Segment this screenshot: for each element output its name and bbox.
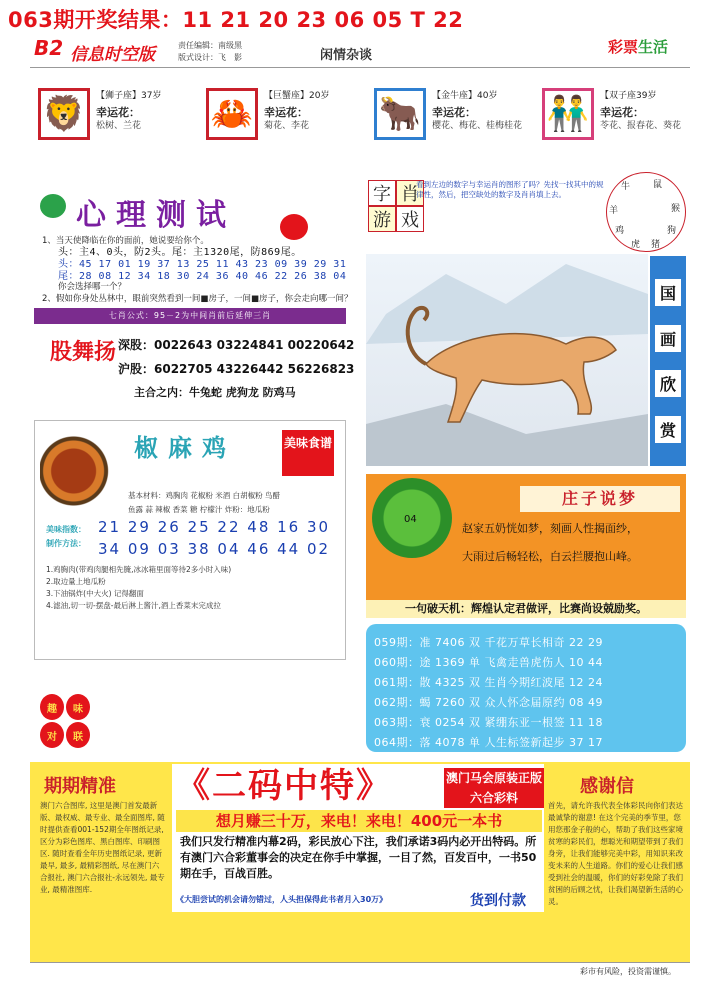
formula-bar: 七肖公式：95－2为中间肖前后延伸三肖	[34, 308, 346, 324]
zodiac-flowers: 菊花、李花	[264, 121, 310, 131]
history-row: 061期：散 4325 双 生肖今期红波尾 12 24	[374, 676, 603, 689]
ad-title: 《二码中特》	[176, 766, 392, 806]
history-row: 060期：途 1369 单 飞禽走兽虎伤人 10 44	[374, 656, 603, 669]
designer-line: 版式设计：飞 影	[178, 53, 242, 62]
zodiac-card	[202, 82, 367, 152]
psych-question-1: 1、当天使降临在你的面前，她说要给你个。	[42, 236, 209, 246]
stock-sz: 深股：0022643 03224841 00220642	[118, 338, 355, 352]
lantern-icon: 味	[66, 694, 90, 720]
psych-question-1-end: 你会选择哪一个？	[58, 282, 127, 292]
lantern-icon: 联	[66, 722, 90, 748]
zodiac-head: 【双子座39岁	[600, 91, 657, 101]
ad-side-label: 澳门马会原装正版六合彩料	[444, 768, 544, 808]
circle-char: 虎	[631, 240, 641, 250]
recipe-step: 4.滤油,切一切-摆盘-最后淋上酱汁,酒上香菜末完成拉	[46, 601, 221, 610]
recipe-step: 1.鸡胸肉(带鸡肉腿相先腌,冰冰箱里面等待2多小时入味)	[46, 565, 232, 574]
editor-line: 责任编辑：南级黑	[178, 41, 242, 50]
flower-icon	[280, 214, 308, 240]
vertical-title-char: 赏	[655, 416, 681, 443]
footer-disclaimer: 彩市有风险，投资需谨慎。	[580, 967, 676, 976]
history-row: 059期：准 7406 双 千花万草长相奇 22 29	[374, 636, 603, 649]
zodiac-circle	[606, 172, 686, 252]
painting-vertical-title	[650, 256, 686, 466]
stock-main: 主合之内：牛兔蛇 虎狗龙 防鸡马	[134, 386, 296, 399]
dish-image	[40, 436, 124, 506]
vertical-title-char: 画	[655, 325, 681, 352]
recipe-materials-2: 鱼露 蒜 辣椒 香菜 糖 柠檬汁 炸粉：地瓜粉	[128, 505, 270, 514]
recipe-method-label: 制作方法：	[46, 539, 86, 548]
clover-icon	[40, 194, 66, 218]
zodiac-lucky-label: 幸运花：	[96, 106, 140, 119]
history-row: 063期：衰 0254 双 紧绷东亚一根签 11 18	[374, 716, 603, 729]
zodiac-lucky-label: 幸运花：	[432, 106, 476, 119]
lantern-icon: 趣	[40, 694, 64, 720]
psych-question-2: 2、假如你身处丛林中，眼前突然看到一间■房子，一间■房子，你会走向哪一间？	[42, 294, 353, 304]
ad-body: 我们只发行精准内幕2码，彩民放心下注，我们承诺3码内必开出特码。所有澳门六合彩董事会的决定在你手中掌握，一目了然，百发百中，一书50期在手，百战百胜。	[180, 835, 537, 880]
zodiac-lucky-label: 幸运花：	[600, 106, 644, 119]
cash-on-delivery-label: 货到付款	[470, 893, 526, 909]
circle-char: 鼠	[653, 180, 663, 190]
lotus-number: 04	[404, 514, 417, 525]
history-row: 062期：蝎 7260 双 众人怀念届原约 08 49	[374, 696, 603, 709]
brand-logo-part-a: 彩票	[608, 38, 639, 56]
circle-char: 羊	[609, 206, 619, 216]
twins-icon: 👬	[542, 88, 594, 140]
page-code: B2	[34, 36, 64, 60]
lion-icon: 🦁	[38, 88, 90, 140]
zodiac-card	[538, 82, 703, 152]
psych-row-head: 头：45 17 01 19 37 13 25 11 43 23 09 39 29 31	[58, 259, 347, 270]
recipe-materials: 基本材料：鸡胸肉 花椒粉 米酒 白胡椒粉 鸟醋	[128, 491, 281, 500]
vertical-title-char: 欣	[655, 370, 681, 397]
zhuangzi-line-2: 大雨过后畅轻松，白云拦腰抱山峰。	[462, 550, 638, 563]
stock-logo: 股舞扬	[50, 340, 117, 365]
zodiac-head: 【狮子座】37岁	[96, 91, 162, 101]
painting-tiger	[366, 254, 648, 466]
ad-slogan-bar: 想月赚三十万，来电！来电！400元一本书	[176, 810, 542, 832]
zodiac-flowers: 松树、兰花	[96, 121, 142, 131]
recipe-numbers-1: 21 29 26 25 22 48 16 30	[98, 518, 331, 536]
zodiac-flowers: 苓花、报春花、葵花	[600, 121, 682, 131]
zodiac-card	[34, 82, 199, 152]
left-column-title: 期期精准	[44, 776, 116, 797]
zodiac-head: 【巨蟹座】20岁	[264, 91, 330, 101]
vertical-title-char: 国	[655, 279, 681, 306]
psych-test-title: 心理测试	[76, 198, 236, 233]
circle-char: 鸡	[615, 226, 625, 236]
zodiac-head: 【金牛座】40岁	[432, 91, 498, 101]
recipe-tag: 美味食谱	[282, 430, 334, 476]
right-column-text: 首先，请允许我代表全体彩民向你们表达最诚挚的谢意! 在这个完美的季节里，您用您那金子般的心，帮助了我们这些家境贫寒的彩民们，想聪光和期望带到了我们身旁，让我们能够完美中彩，用知识来改变未来的人生道路。你们的爱心让我们感受到社会的温暖，你们的好彩免除了我们贫困的后顾之忧，让我们渴望新生活的心灵。	[548, 801, 683, 906]
bull-icon: 🐂	[374, 88, 426, 140]
crab-icon: 🦀	[206, 88, 258, 140]
stock-sh: 沪股：6022705 43226442 56226823	[118, 362, 355, 376]
puzzle-cell: 戏	[396, 206, 424, 232]
zhuangzi-line-1: 赵家五奶恍如梦，刻画人性揭面纱，	[462, 522, 638, 535]
zodiac-card	[370, 82, 535, 152]
puzzle-cell: 肖	[396, 180, 424, 206]
recipe-index-label: 美味指数：	[46, 525, 86, 534]
zhuangzi-title: 庄子说梦	[520, 486, 680, 512]
riddle-bar: 一句破天机：辉煌认定君做评，比赛尚设兢励奖。	[366, 600, 686, 618]
circle-char: 猪	[651, 240, 661, 250]
psych-row-tail: 尾：28 08 12 34 18 30 24 36 40 46 22 26 38 04	[58, 271, 347, 282]
ad-footnote: 《大胆尝试的机会请勿错过，人头担保得此书者月入30万》	[176, 895, 388, 904]
right-column-title: 感谢信	[580, 776, 634, 797]
zodiac-lucky-label: 幸运花：	[264, 106, 308, 119]
lantern-icon: 对	[40, 722, 64, 748]
history-row: 064期：落 4078 单 人生标签新起步 37 17	[374, 736, 603, 749]
psych-pairs: 头：主4、0头，防2头。尾：主1320尾，防869尾。	[58, 247, 302, 258]
puzzle-cell: 字	[368, 180, 396, 206]
recipe-step: 3.下油锅炸(中大火) 记得翻面	[46, 589, 144, 598]
brand-logo-part-b: 生活	[638, 38, 669, 56]
circle-char: 狗	[667, 226, 677, 236]
recipe-numbers-2: 34 09 03 38 04 46 44 02	[98, 540, 331, 558]
paper-title: 信息时空版	[70, 45, 155, 65]
section-title: 闲情杂谈	[320, 48, 373, 63]
puzzle-description: 看到左边的数字与幸运肖的图形了吗？先找一找其中的规律性，然后，把空缺处的数字及肖肖填上去。	[416, 180, 604, 199]
brand-logo	[608, 36, 668, 57]
puzzle-cell: 游	[368, 206, 396, 232]
lottery-result-banner: 063期开奖结果：11 21 20 23 06 05 T 22	[8, 8, 464, 32]
zodiac-flowers: 樱花、梅花、桂梅桂花	[432, 121, 523, 131]
circle-char: 牛	[621, 182, 631, 192]
left-column-text: 澳门六合图库, 这里是澳门首发最新版、最权威、最专业、最全面图库, 随时提供查看001-152期全年图纸记录, 区分为彩色图库、黑白图库、印刷图区. 随时查看全年历史图纸记录, 更新最早, 最多, 最精彩图纸, 尽在澳门六合报社, 澳门六合报社-永远领先, 最专业, 最精准图库.	[40, 801, 165, 894]
recipe-step: 2.取边量上地瓜粉	[46, 577, 106, 586]
footer-divider	[30, 962, 690, 963]
circle-char: 猴	[671, 204, 681, 214]
recipe-title: 椒麻鸡	[134, 434, 236, 462]
page-header	[30, 36, 690, 68]
